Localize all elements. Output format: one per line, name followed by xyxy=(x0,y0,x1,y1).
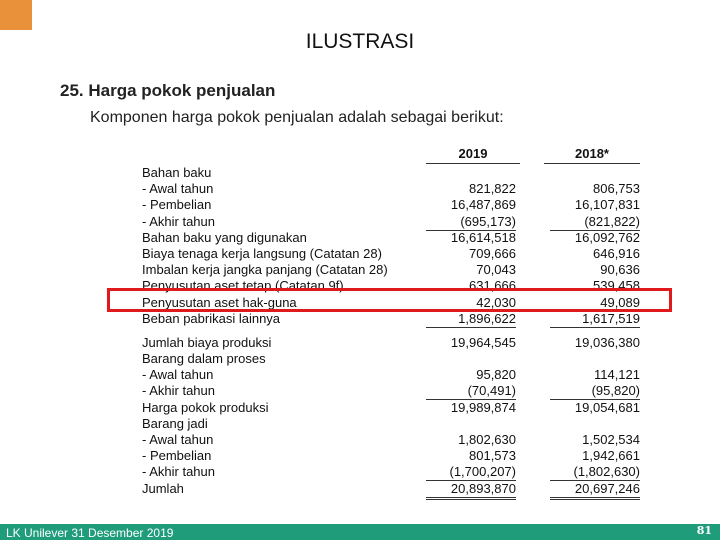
slide-title: ILUSTRASI xyxy=(305,30,415,53)
row-label: Beban pabrikasi lainnya xyxy=(142,310,281,326)
row-label: Biaya tenaga kerja langsung (Catatan 28) xyxy=(142,245,382,261)
table-row xyxy=(142,335,642,351)
value-2018: 20,697,246 xyxy=(550,481,640,500)
value-2018: 19,036,380 xyxy=(574,334,640,350)
value-2018: 16,092,762 xyxy=(574,229,640,245)
value-2019: (70,491) xyxy=(426,383,516,400)
value-2018: (1,802,630) xyxy=(550,464,640,481)
table-row xyxy=(142,400,642,416)
row-label: Penyusutan aset tetap (Catatan 9f) xyxy=(142,278,344,294)
value-2019: 631,666 xyxy=(469,278,516,294)
row-label: - Pembelian xyxy=(142,448,212,464)
value-2019: (1,700,207) xyxy=(426,464,516,481)
value-2019: 20,893,870 xyxy=(426,481,516,500)
value-2019: 821,822 xyxy=(469,181,516,197)
value-2019: 42,030 xyxy=(476,294,516,310)
row-label: - Awal tahun xyxy=(142,367,214,383)
row-label: - Pembelian xyxy=(142,197,212,213)
corner-accent xyxy=(0,0,32,30)
row-label: Bahan baku xyxy=(142,165,212,180)
cost-of-sales-table xyxy=(142,165,642,497)
value-2018: 1,617,519 xyxy=(550,311,640,328)
value-2018: 646,916 xyxy=(593,245,640,261)
table-row xyxy=(142,262,642,278)
highlight-box xyxy=(107,288,672,312)
value-2019: 709,666 xyxy=(469,245,516,261)
row-label: Jumlah biaya produksi xyxy=(142,334,272,350)
value-2019: 1,896,622 xyxy=(426,311,516,328)
row-label: Jumlah xyxy=(142,480,184,496)
value-2018: 114,121 xyxy=(593,367,640,383)
row-label: - Akhir tahun xyxy=(142,383,215,399)
row-label: Harga pokok produksi xyxy=(142,399,269,415)
table-row xyxy=(142,230,642,246)
row-label: - Akhir tahun xyxy=(142,213,215,229)
value-2019: 70,043 xyxy=(476,262,516,278)
value-2019: 95,820 xyxy=(476,367,516,383)
table-row xyxy=(142,416,642,432)
value-2018: 1,502,534 xyxy=(582,432,640,447)
table-row xyxy=(142,464,642,480)
value-2018: 90,636 xyxy=(600,262,640,278)
value-2018: 49,089 xyxy=(600,294,640,310)
value-2018: 16,107,831 xyxy=(574,197,640,213)
page-number: 81 xyxy=(696,524,712,537)
value-2018: 19,054,681 xyxy=(574,399,640,415)
table-row xyxy=(142,181,642,197)
table-row xyxy=(142,367,642,383)
row-label: Penyusutan aset hak-guna xyxy=(142,294,297,310)
table-row xyxy=(142,432,642,448)
row-label: Barang dalam proses xyxy=(142,351,266,367)
value-2018: (95,820) xyxy=(550,383,640,400)
value-2018: (821,822) xyxy=(550,214,640,231)
value-2019: (695,173) xyxy=(426,214,516,231)
row-label: Imbalan kerja jangka panjang (Catatan 28) xyxy=(142,262,388,278)
table-row xyxy=(142,214,642,230)
table-row xyxy=(142,351,642,367)
column-header-2018: 2018* xyxy=(544,146,640,164)
row-label: - Akhir tahun xyxy=(142,464,215,480)
column-header-2019: 2019 xyxy=(426,146,520,164)
value-2018: 806,753 xyxy=(593,181,640,197)
value-2019: 1,802,630 xyxy=(458,432,516,447)
table-row xyxy=(142,311,642,327)
value-2019: 19,989,874 xyxy=(450,399,516,415)
value-2018: 1,942,661 xyxy=(582,448,640,464)
table-row xyxy=(142,165,642,181)
value-2019: 16,614,518 xyxy=(450,229,516,245)
table-row xyxy=(142,383,642,399)
row-label: - Awal tahun xyxy=(142,432,214,447)
value-2019: 16,487,869 xyxy=(450,197,516,213)
note-heading: 25. Harga pokok penjualan xyxy=(60,81,276,100)
value-2019: 801,573 xyxy=(469,448,516,464)
footer-source: LK Unilever 31 Desember 2019 xyxy=(6,526,174,540)
row-label: Barang jadi xyxy=(142,415,208,431)
spacer xyxy=(142,327,642,335)
row-label: Bahan baku yang digunakan xyxy=(142,229,307,245)
table-row xyxy=(142,197,642,213)
row-label: - Awal tahun xyxy=(142,181,214,197)
table-row xyxy=(142,246,642,262)
note-subheading: Komponen harga pokok penjualan adalah sebagai berikut: xyxy=(90,109,504,126)
value-2019: 19,964,545 xyxy=(450,334,516,350)
table-row xyxy=(142,448,642,464)
value-2018: 539,458 xyxy=(593,278,640,294)
table-row-total xyxy=(142,481,642,497)
